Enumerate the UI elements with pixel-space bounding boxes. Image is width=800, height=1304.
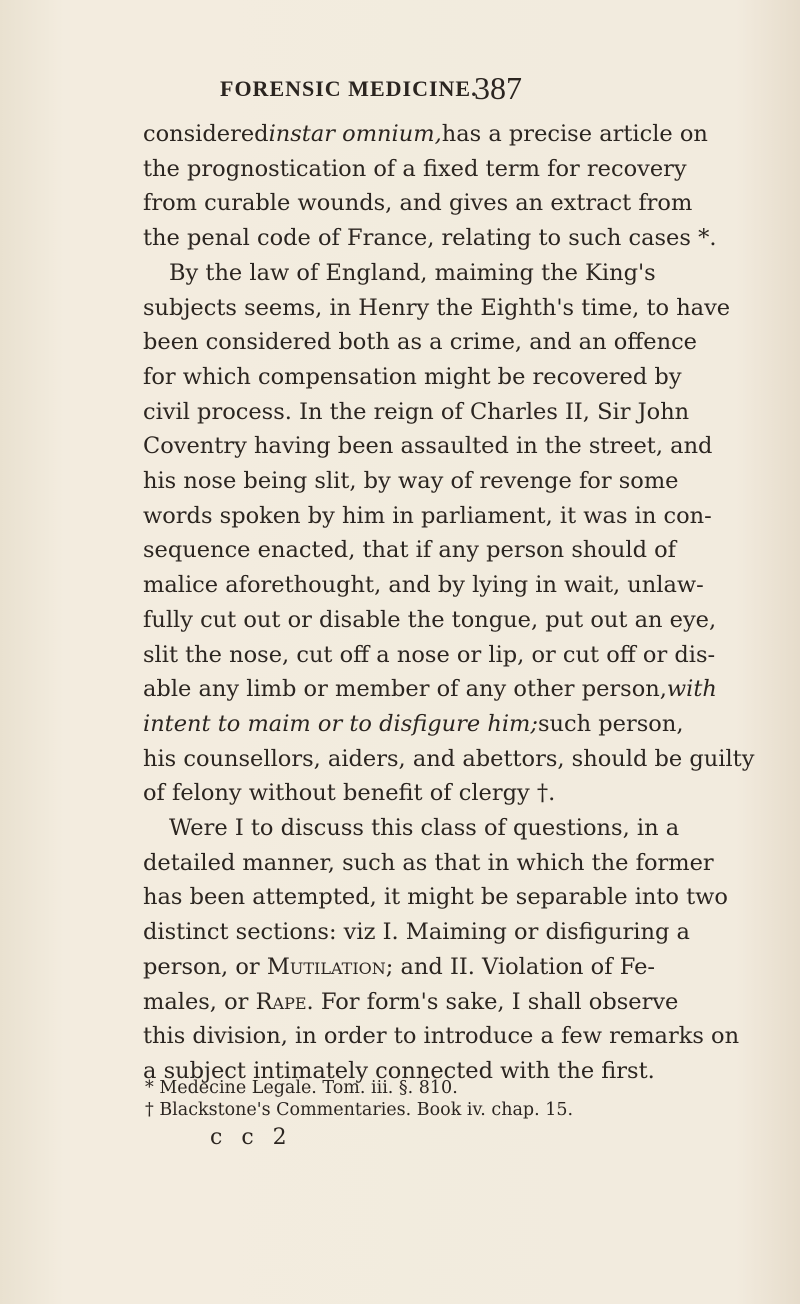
text-line: detailed manner, such as that in which the former: [143, 849, 714, 876]
text-line: words spoken by him in parliament, it was in con-: [143, 502, 712, 529]
italic-phrase: intent to maim or to disfigure him;: [143, 710, 538, 737]
text-line: malice aforethought, and by lying in wait, unlaw-: [143, 572, 704, 599]
text-fragment: ; and II. Violation of Fe-: [385, 953, 655, 980]
text-line: for which compensation might be recovered by: [143, 363, 682, 390]
small-caps-term: Rape: [255, 988, 307, 1015]
text-line: [143, 950, 663, 985]
page-header: [0, 70, 800, 114]
text-line: slit the nose, cut off a nose or lip, or cut off or dis-: [143, 641, 716, 668]
text-line: the penal code of France, relating to such cases *.: [143, 225, 717, 252]
text-line: fully cut out or disable the tongue, put out an eye,: [143, 606, 717, 633]
page-number: 387: [474, 70, 522, 106]
italic-phrase: with: [666, 676, 717, 703]
text-line: subjects seems, in Henry the Eighth's time, to have: [143, 294, 731, 321]
text-line: been considered both as a crime, and an offence: [143, 329, 697, 356]
italic-phrase: instar omnium,: [268, 121, 442, 147]
running-title: FORENSIC MEDICINE.: [220, 76, 478, 101]
small-caps-term: Mutilation: [266, 953, 386, 980]
text-line: his counsellors, aiders, and abettors, should be guilty: [143, 745, 755, 772]
paragraph-start-line: By the law of England, maiming the King's: [169, 259, 656, 286]
text-line: civil process. In the reign of Charles II, Sir John: [143, 398, 690, 425]
text-line: [143, 117, 708, 152]
text-line: from curable wounds, and gives an extract from: [143, 190, 693, 217]
text-fragment: person, or: [143, 953, 260, 980]
text-line: [143, 672, 717, 707]
text-line: distinct sections: viz I. Maiming or disfiguring a: [143, 919, 690, 946]
text-line: the prognostication of a fixed term for recovery: [143, 155, 687, 182]
text-line: this division, in order to introduce a few remarks on: [143, 1023, 740, 1050]
text-fragment: males, or: [143, 988, 249, 1015]
text-fragment: such person,: [537, 710, 684, 737]
text-line: has been attempted, it might be separable into two: [143, 884, 728, 911]
text-line: sequence enacted, that if any person should of: [143, 537, 677, 564]
footnote: * Medecine Legale. Tom. iii. §. 810.: [145, 1078, 458, 1098]
text-fragment: considered: [143, 121, 269, 147]
signature-mark: c c 2: [210, 1125, 293, 1150]
text-fragment: . For form's sake, I shall observe: [306, 988, 679, 1015]
text-line: a subject intimately connected with the first.: [143, 1057, 655, 1084]
text-line: his nose being slit, by way of revenge for some: [143, 468, 679, 495]
footnotes: [145, 1077, 665, 1121]
footnote: † Blackstone's Commentaries. Book iv. chap. 15.: [145, 1100, 574, 1120]
text-fragment: able any limb or member of any other person,: [143, 676, 667, 703]
text-line: [143, 707, 684, 742]
paragraph-start-line: Were I to discuss this class of questions, in a: [169, 815, 680, 842]
text-line: [143, 985, 679, 1020]
text-line: of felony without benefit of clergy †.: [143, 780, 556, 807]
body-text: [143, 117, 755, 1089]
text-line: Coventry having been assaulted in the street, and: [143, 433, 713, 460]
text-fragment: has a precise article on: [441, 121, 708, 147]
